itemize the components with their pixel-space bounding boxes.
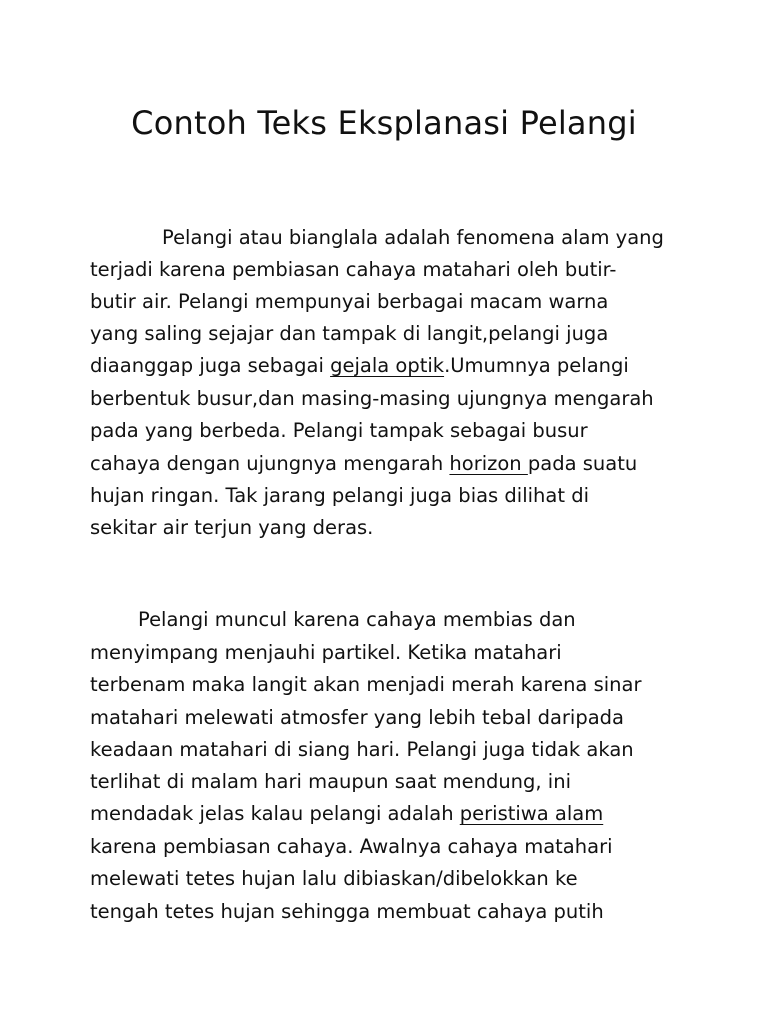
paragraph-1-line-9: hujan ringan. Tak jarang pelangi juga bias dilihat di	[90, 484, 589, 507]
paragraph-1-line-1: Pelangi atau bianglala adalah fenomena alam yang	[162, 226, 664, 249]
paragraph-1-line-7: pada yang berbeda. Pelangi tampak sebagai busur	[90, 419, 588, 442]
paragraph-1-line-5	[90, 350, 629, 382]
paragraph-2-line-8: karena pembiasan cahaya. Awalnya cahaya matahari	[90, 835, 613, 858]
paragraph-2-line-7	[90, 798, 603, 830]
paragraph-1-line-3: butir air. Pelangi mempunyai berbagai macam warna	[90, 290, 609, 313]
paragraph-2-line-3: terbenam maka langit akan menjadi merah karena sinar	[90, 673, 642, 696]
line-text-after: pada suatu	[527, 452, 638, 475]
paragraph-2-line-5: keadaan matahari di siang hari. Pelangi juga tidak akan	[90, 738, 634, 761]
line-text-after: .Umumnya pelangi	[444, 354, 629, 377]
paragraph-2-line-1: Pelangi muncul karena cahaya membias dan	[138, 608, 576, 631]
paragraph-2-line-4: matahari melewati atmosfer yang lebih tebal daripada	[90, 706, 625, 729]
line-text-before: cahaya dengan ujungnya mengarah	[90, 452, 450, 475]
paragraph-1-line-4: yang saling sejajar dan tampak di langit,pelangi juga	[90, 322, 609, 345]
paragraph-1-line-8	[90, 448, 637, 480]
paragraph-2-line-9: melewati tetes hujan lalu dibiaskan/dibelokkan ke	[90, 867, 578, 890]
horizon-link[interactable]: horizon	[449, 452, 528, 475]
paragraph-1-line-10: sekitar air terjun yang deras.	[90, 516, 374, 539]
paragraph-2-line-2: menyimpang menjauhi partikel. Ketika matahari	[90, 641, 562, 664]
gejala-optik-link[interactable]: gejala optik	[330, 354, 445, 377]
line-text-before: mendadak jelas kalau pelangi adalah	[90, 802, 460, 825]
peristiwa-alam-link[interactable]: peristiwa alam	[459, 802, 604, 825]
line-text-before: diaanggap juga sebagai	[90, 354, 331, 377]
page-title: Contoh Teks Eksplanasi Pelangi	[131, 104, 637, 142]
paragraph-1-line-6: berbentuk busur,dan masing-masing ujungnya mengarah	[90, 387, 654, 410]
paragraph-1-line-2: terjadi karena pembiasan cahaya matahari oleh butir-	[90, 258, 617, 281]
paragraph-2-line-6: terlihat di malam hari maupun saat mendung, ini	[90, 770, 572, 793]
paragraph-2-line-10: tengah tetes hujan sehingga membuat cahaya putih	[90, 900, 604, 923]
